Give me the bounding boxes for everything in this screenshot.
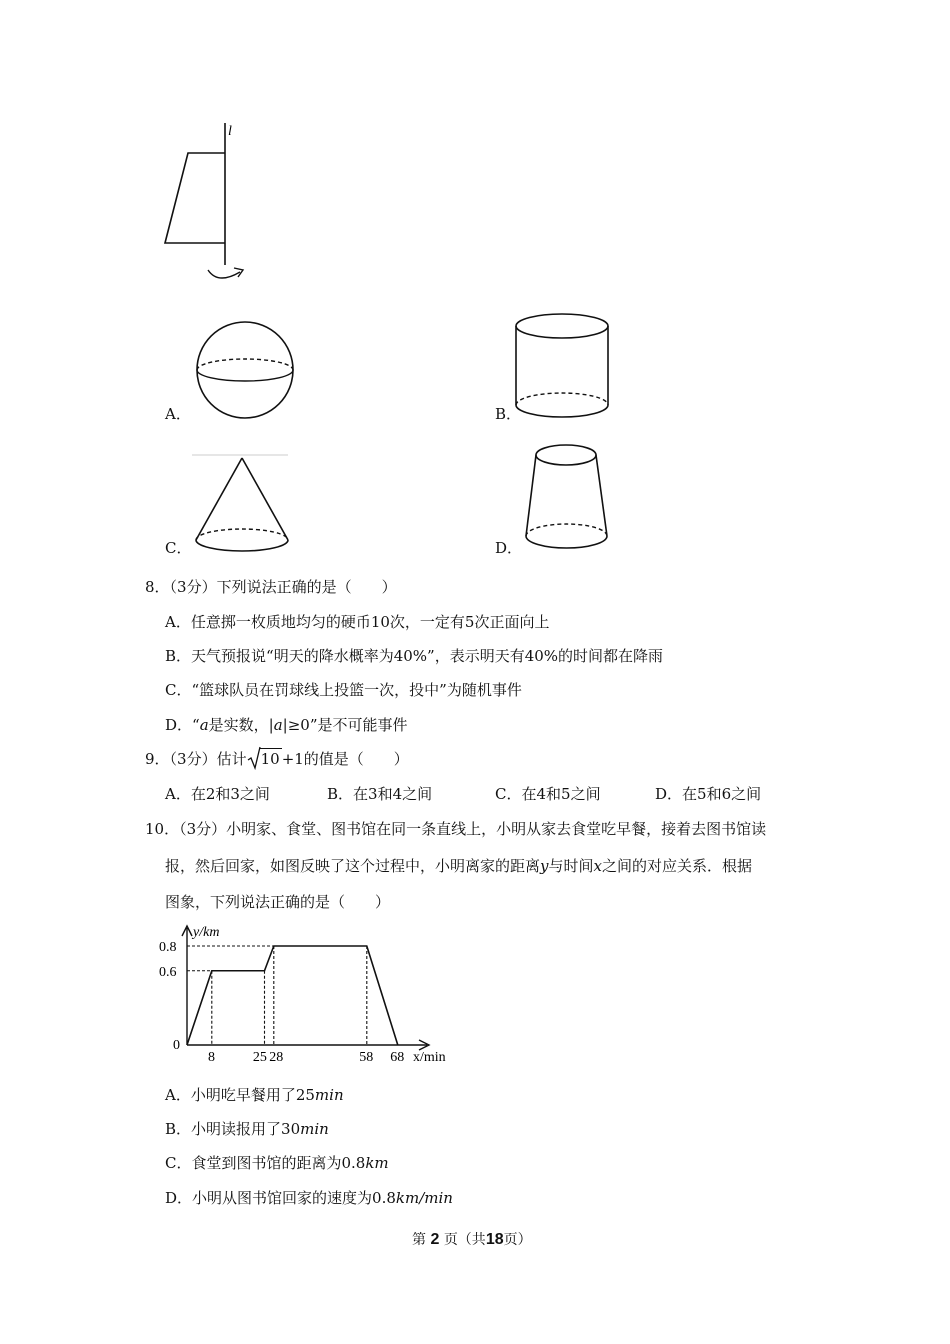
- x-tick-28: 28: [269, 1050, 284, 1065]
- q8-option-c: C．“篮球队员在罚球线上投篮一次，投中”为随机事件: [165, 681, 522, 699]
- cylinder-figure: [512, 308, 617, 423]
- distance-series-line: [187, 946, 398, 1045]
- frustum-left-edge: [526, 455, 536, 536]
- x-tick-58: 58: [359, 1050, 374, 1065]
- trapezoid: [165, 153, 225, 243]
- cone-right-edge: [242, 458, 288, 540]
- question-10-line-1: 10．（3分）小明家、食堂、图书馆在同一条直线上，小明从家去食堂吃早餐，接着去图书馆读: [145, 820, 767, 838]
- option-c-label: C．: [165, 539, 192, 557]
- frustum-bottom-back: [526, 524, 607, 536]
- q10-option-a: A．小明吃早餐用了25min: [165, 1086, 344, 1104]
- y-tick-0.8: 0.8: [159, 940, 177, 955]
- x-axis-label: x/min: [413, 1050, 446, 1065]
- cylinder-top: [516, 314, 608, 338]
- x-tick-8: 8: [208, 1050, 215, 1065]
- cylinder-bottom-front: [516, 405, 608, 417]
- frustum-figure: [520, 440, 615, 558]
- trapezoid-rotation-figure: [150, 115, 260, 290]
- cone-base-back: [196, 529, 288, 540]
- distance-time-graph: [155, 920, 465, 1065]
- q9-option-d: D．在5和6之间: [655, 785, 762, 803]
- cone-left-edge: [196, 458, 242, 540]
- frustum-bottom-front: [526, 536, 607, 548]
- frustum-right-edge: [596, 455, 607, 536]
- cone-base-front: [196, 540, 288, 551]
- option-d-label: D．: [495, 539, 523, 557]
- sphere-figure: [190, 320, 305, 425]
- question-9-stem: 9．（3分）估计 10 +1的值是（ ）: [145, 748, 409, 769]
- y-axis-label: y/km: [193, 925, 220, 940]
- question-10-line-2: 报，然后回家，如图反映了这个过程中，小明离家的距离y与时间x之间的对应关系．根据: [165, 857, 752, 875]
- q9-option-c: C．在4和5之间: [495, 785, 601, 803]
- q10-option-c: C．食堂到图书馆的距离为0.8km: [165, 1154, 389, 1172]
- page-footer: 第 2 页（共18页）: [412, 1231, 532, 1248]
- q10-option-b: B．小明读报用了30min: [165, 1120, 329, 1138]
- axis-label: l: [228, 124, 232, 139]
- origin-label: 0: [173, 1038, 180, 1053]
- x-tick-68: 68: [390, 1050, 405, 1065]
- sphere-equator-front: [197, 370, 293, 381]
- sphere-outline: [197, 322, 293, 418]
- question-8-stem: 8．（3分）下列说法正确的是（ ）: [145, 578, 397, 596]
- rotation-arrow: [208, 270, 240, 278]
- q9-option-b: B．在3和4之间: [327, 785, 433, 803]
- sqrt-expression: 10: [247, 748, 282, 769]
- option-a-label: A．: [165, 405, 191, 423]
- x-tick-25: 25: [252, 1050, 267, 1065]
- option-b-label: B．: [495, 405, 522, 423]
- q9-option-a: A．在2和3之间: [165, 785, 270, 803]
- cylinder-bottom-back: [516, 393, 608, 405]
- cone-figure: [190, 450, 295, 560]
- y-tick-0.6: 0.6: [159, 964, 177, 980]
- q8-option-a: A．任意掷一枚质地均匀的硬币10次，一定有5次正面向上: [165, 613, 550, 631]
- frustum-top: [536, 445, 596, 465]
- q8-option-d: D．“a是实数，|a|≥0”是不可能事件: [165, 716, 408, 734]
- q10-option-d: D．小明从图书馆回家的速度为0.8km/min: [165, 1189, 453, 1207]
- radical-sign-icon: [247, 746, 261, 770]
- q8-option-b: B．天气预报说“明天的降水概率为40%”，表示明天有40%的时间都在降雨: [165, 647, 664, 665]
- sphere-equator-back: [197, 359, 293, 370]
- question-10-line-3: 图象，下列说法正确的是（ ）: [165, 893, 391, 911]
